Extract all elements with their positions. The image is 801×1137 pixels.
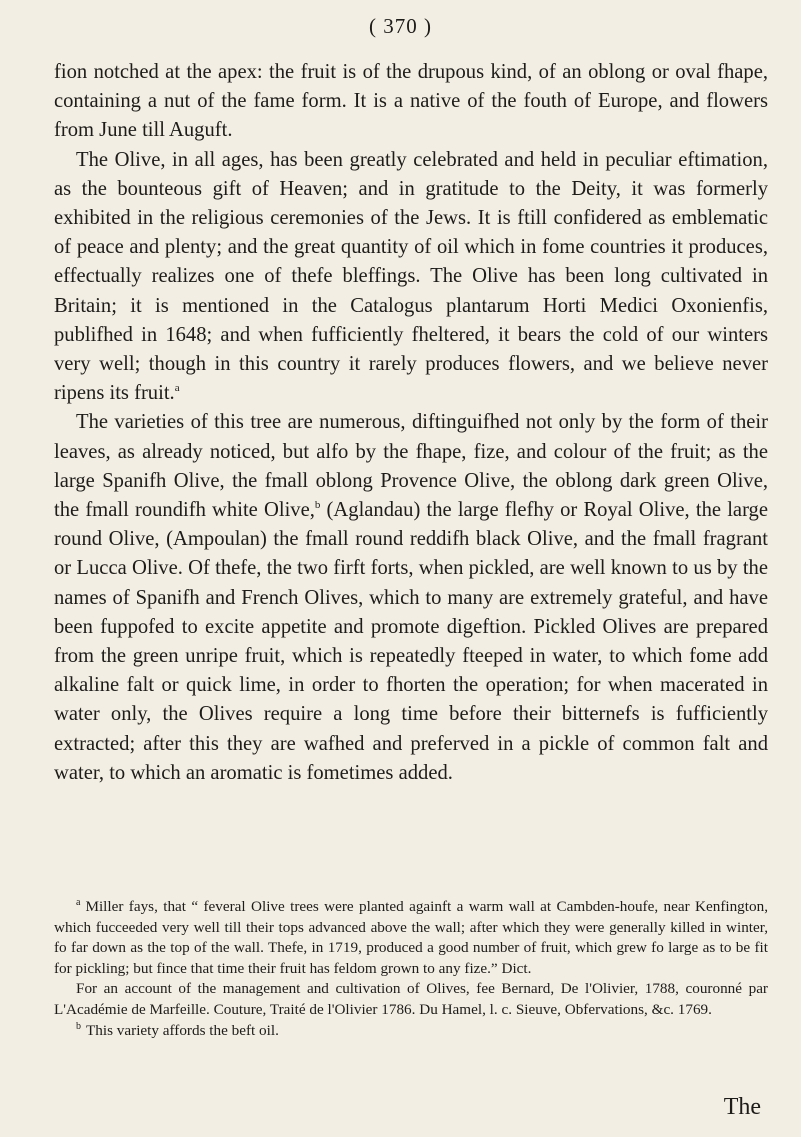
footnote-b-mark: b (76, 1020, 81, 1032)
paragraph-3-text-end: (Aglandau) the large flefhy or Royal Olive, the large round Olive, (Ampoulan) the fmall round reddifh black Olive, and the fmall fragrant or Lucca Olive. Of thefe, the two firft forts, when pickled, are well known to us by the names of Spanifh and French Olives, which to many are extremely grateful, and have been fuppofed to excite appetite and promote digeftion. Pickled Olives are prepared from the green unripe fruit, which is repeatedly fteeped in water, to which fome add alkaline falt or quick lime, in order to fhorten the operation; for when macerated in water only, the Olives require a long time before their bitternefs is fufficiently extracted; after this they are wafhed and preferved in a pickle of common falt and water, to which an aromatic is fometimes added. (54, 499, 768, 784)
footnote-ref-a: a (174, 382, 180, 395)
footnote-b (54, 1021, 768, 1042)
footnote-a-continued: For an account of the management and cultivation of Olives, fee Bernard, De l'Olivier, 1788, couronné par L'Académie de Marfeille. Couture, Traité de l'Olivier 1786. Du Hamel, l. c. Sieuve, Obfervations, &c. 1769. (54, 980, 768, 1018)
paragraph-2 (54, 146, 768, 409)
footnote-a-mark: a (76, 896, 81, 908)
main-text (54, 58, 768, 788)
page-number: ( 370 ) (369, 14, 432, 38)
paragraph-2-text: The Olive, in all ages, has been greatly celebrated and held in peculiar eftimation, as the bounteous gift of Heaven; and in gratitude to the Deity, it was formerly exhibited in the religious ceremonies of the Jews. It is ftill confidered as emblematic of peace and plenty; and the great quantity of oil which in fome countries it produces, effectually realizes one of thefe bleffings. The Olive has been long cultivated in Britain; it is mentioned in the Catalogus plantarum Horti Medici Oxonienfis, publifhed in 1648; and when fufficiently fheltered, it bears the cold of our winters very well; though in this country it rarely produces flowers, and we believe never ripens its fruit. (54, 148, 768, 405)
footnotes (54, 897, 768, 1041)
footnote-ref-b: b (314, 499, 321, 512)
paragraph-1: fion notched at the apex: the fruit is of the drupous kind, of an oblong or oval fhape, containing a nut of the fame form. It is a native of the fouth of Europe, and flowers from June till Auguft. (54, 61, 768, 142)
catchword: The (723, 1094, 761, 1120)
paragraph-3-text-start: The varieties of this tree are numerous, diftinguifhed not only by the form of their leaves, as already noticed, but alfo by the fhape, fize, and colour of the fruit; as the large Spanifh Olive, the fmall oblong Provence Olive, the oblong dark green Olive, the fmall roundifh white Olive, (54, 411, 768, 522)
paragraph-3 (54, 408, 768, 788)
footnote-a (54, 897, 768, 979)
footnote-a-text: Miller fays, that “ feveral Olive trees were planted againft a warm wall at Cambden-houfe, near Kenfington, which fucceeded very well till their tops advanced above the wall; after which they were generally killed in winter, fo far down as the top of the wall. Thefe, in 1719, produced a good number of fruit, which grew fo large as to be fit for pickling; but fince that time their fruit has feldom grown to any fize.” Dict. (54, 898, 768, 977)
footnote-b-text: This variety affords the beft oil. (86, 1021, 279, 1039)
